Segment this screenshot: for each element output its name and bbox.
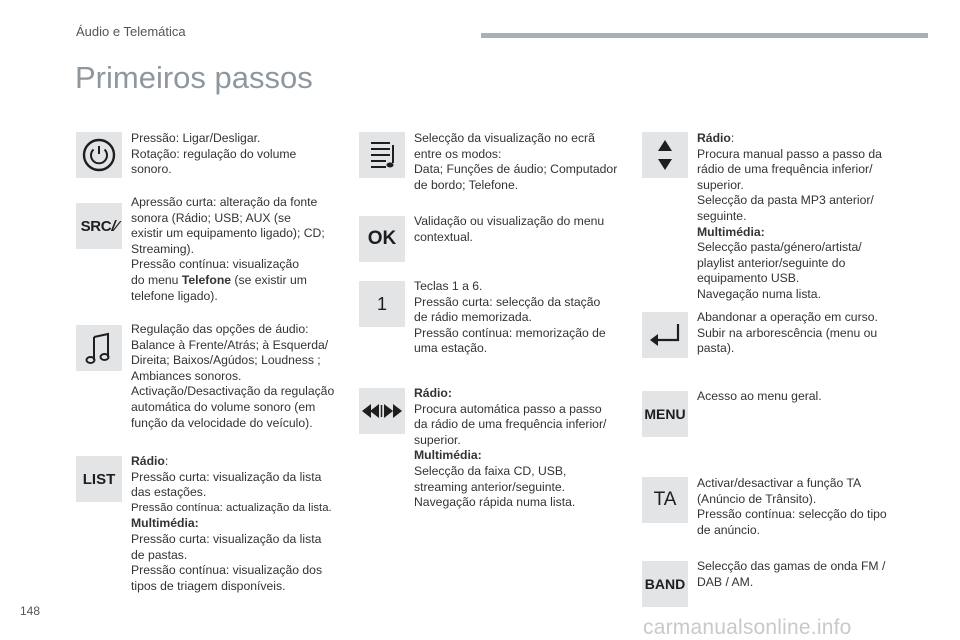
src-icon: SRC/⁄ [76,203,122,249]
page-number: 148 [20,604,41,618]
list-icon: LIST [76,456,122,502]
ta-icon: TA [642,477,688,523]
preset-keys-description: Teclas 1 a 6. Pressão curta: selecção da stação de rádio memorizada. Pressão contínua: memorização de uma estação. [414,279,606,356]
display-mode-description: Selecção da visualização no ecrã entre os modos: Data; Funções de áudio; Computador de bordo; Telefone. [414,131,618,192]
back-description: Abandonar a operação em curso. Subir na arborescência (menu ou pasta). [697,310,878,356]
page-title: Primeiros passos [75,60,313,95]
playlist-icon [359,132,405,178]
menu-icon: MENU [642,391,688,437]
ok-description: Validação ou visualização do menu contextual. [414,214,605,244]
band-icon: BAND [642,561,688,607]
return-icon [642,312,688,358]
audio-settings-description: Regulação das opções de áudio: Balance à Frente/Atrás; à Esquerda/ Direita; Baixos/Agúdos; Loudness ; Ambiances sonoros. Activação/Desactivação da regulação automática do volume sonoro (em função da velocidade do veículo). [131,322,335,430]
power-icon [76,132,122,178]
seek-description: Rádio: Procura automática passo a passo da rádio de uma frequência inferior/ superior. Multimédia: Selecção da faixa CD, USB, streaming anterior/seguinte. Navegação rápida numa lista. [414,386,607,510]
music-note-icon [76,325,122,371]
ok-icon: OK [359,216,405,262]
power-description: Pressão: Ligar/Desligar. Rotação: regulação do volume sonoro. [131,131,297,177]
menu-description: Acesso ao menu geral. [697,389,822,403]
preset-1-icon: 1 [359,281,405,327]
traffic-announcement-description: Activar/desactivar a função TA (Anúncio de Trânsito). Pressão contínua: selecção do tipo de anúncio. [697,476,887,537]
list-description: Rádio: Pressão curta: visualização da lista das estações. Pressão contínua: actualização da lista. Multimédia: Pressão curta: visualização da lista de pastas. Pressão contínua: visualização dos tipos de triagem disponíveis. [131,454,332,593]
header-bar [481,33,928,38]
band-description: Selecção das gamas de onda FM / DAB / AM. [697,559,886,589]
src-description: Apressão curta: alteração da fonte sonora (Rádio; USB; AUX (se existir um equipamento ligado); CD; Streaming). Pressão contínua: visualização do menu Telefone (se existir um telefone ligado). [131,195,325,303]
manual-seek-description: Rádio: Procura manual passo a passo da rádio de uma frequência inferior/ superior. Selecção da pasta MP3 anterior/ seguinte. Multimédia: Selecção pasta/género/artista/ playlist anterior/seguinte do equipamento USB. Navegação numa lista. [697,131,882,301]
up-down-arrows-icon [642,132,688,178]
watermark: carmanualsonline.info [643,616,852,639]
section-header: Áudio e Telemática [76,24,186,39]
seek-icon [359,388,405,434]
